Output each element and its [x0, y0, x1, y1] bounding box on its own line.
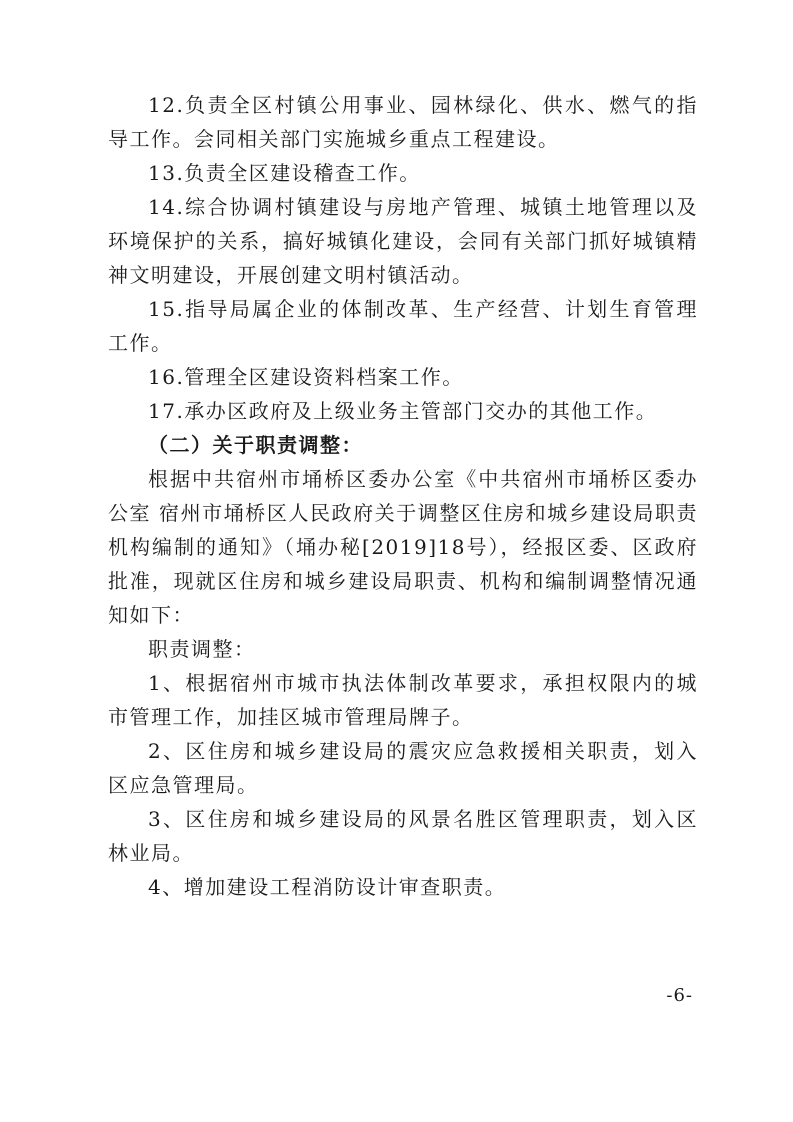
duty-item-13: 13.负责全区建设稽查工作。 — [148, 161, 421, 185]
duty-item-14: 14.综合协调村镇建设与房地产管理、城镇土地管理以及环境保护的关系，搞好城镇化建设，会同有关部门抓好城镇精神文明建设，开展创建文明村镇活动。 — [108, 195, 698, 287]
duty-item-17: 17.承办区政府及上级业务主管部门交办的其他工作。 — [148, 399, 658, 423]
adjustment-subheading: 职责调整： — [148, 637, 256, 661]
page-number: -6- — [666, 985, 693, 1006]
duty-item-12: 12.负责全区村镇公用事业、园林绿化、供水、燃气的指导工作。会同相关部门实施城乡重点工程建设。 — [108, 93, 698, 151]
duty-item-16: 16.管理全区建设资料档案工作。 — [148, 365, 464, 389]
adjustment-item-3: 3、区住房和城乡建设局的风景名胜区管理职责，划入区林业局。 — [108, 807, 698, 865]
document-body — [108, 88, 698, 904]
section-heading: （二）关于职责调整： — [148, 433, 363, 457]
intro-paragraph: 根据中共宿州市埇桥区委办公室《中共宿州市埇桥区委办公室 宿州市埇桥区人民政府关于调整区住房和城乡建设局职责机构编制的通知》（埇办秘[2019]18号），经报区委、区政府批准，现就区住房和城乡建设局职责、机构和编制调整情况通知如下： — [108, 467, 698, 627]
duty-item-15: 15.指导局属企业的体制改革、生产经营、计划生育管理工作。 — [108, 297, 698, 355]
adjustment-item-2: 2、区住房和城乡建设局的震灾应急救援相关职责，划入区应急管理局。 — [108, 739, 698, 797]
adjustment-item-4: 4、增加建设工程消防设计审查职责。 — [148, 875, 507, 899]
adjustment-item-1: 1、根据宿州市城市执法体制改革要求，承担权限内的城市管理工作，加挂区城市管理局牌子。 — [108, 671, 698, 729]
